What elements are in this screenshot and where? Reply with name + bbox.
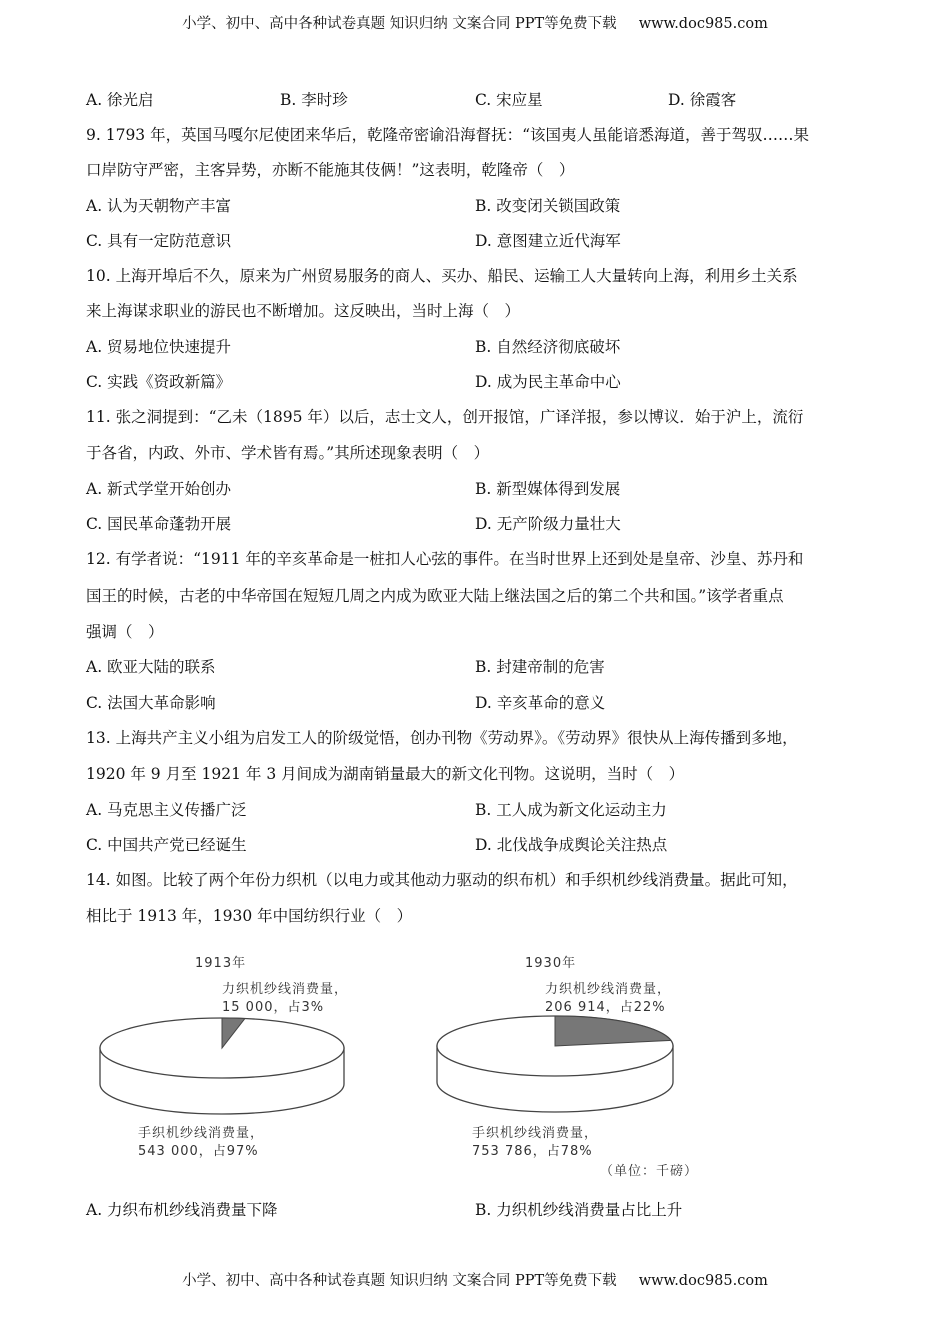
q10-option-b: B. 自然经济彻底破坏 bbox=[475, 338, 621, 356]
q10-stem: 10. 上海开埠后不久，原来为广州贸易服务的商人、买办、船民、运输工人大量转向上海，利用乡土关系 bbox=[86, 267, 798, 285]
q11-option-c: C. 国民革命蓬勃开展 bbox=[86, 515, 232, 533]
q8-option-a: A. 徐光启 bbox=[86, 91, 154, 109]
q14-option-a: A. 力织布机纱线消费量下降 bbox=[86, 1201, 278, 1219]
q8-option-d: D. 徐霞客 bbox=[668, 91, 737, 109]
q9-option-d: D. 意图建立近代海军 bbox=[475, 232, 621, 250]
q10-option-a: A. 贸易地位快速提升 bbox=[86, 338, 232, 356]
q11-option-b: B. 新型媒体得到发展 bbox=[475, 480, 621, 498]
q12-stem: 强调（ ） bbox=[86, 623, 164, 641]
q13-option-c: C. 中国共产党已经诞生 bbox=[86, 836, 247, 854]
pie2-slice1-label: 力织机纱线消费量， bbox=[545, 982, 672, 997]
q13-option-b: B. 工人成为新文化运动主力 bbox=[475, 801, 667, 819]
page-footer bbox=[0, 1269, 950, 1290]
q10-option-d: D. 成为民主革命中心 bbox=[475, 373, 621, 391]
pie2-slice2-label: 手织机纱线消费量， bbox=[472, 1126, 599, 1141]
pie2-title: 1930年 bbox=[525, 956, 577, 971]
pie2-slice1-value: 206 914，占22% bbox=[545, 1000, 666, 1015]
q14-stem: 14. 如图。比较了两个年份力织机（以电力或其他动力驱动的织布机）和手织机纱线消费量。据此可知， bbox=[86, 871, 798, 889]
q9-option-a: A. 认为天朝物产丰富 bbox=[86, 197, 232, 215]
header-text: 小学、初中、高中各种试卷真题 知识归纳 文案合同 PPT等免费下载 bbox=[182, 16, 617, 32]
q13-option-d: D. 北伐战争成舆论关注热点 bbox=[475, 836, 668, 854]
q13-stem: 13. 上海共产主义小组为启发工人的阶级觉悟，创办刊物《劳动界》。《劳动界》很快从上海传播到多地， bbox=[86, 729, 798, 747]
q9-option-b: B. 改变闭关锁国政策 bbox=[475, 197, 621, 215]
q10-stem: 来上海谋求职业的游民也不断增加。这反映出，当时上海（ ） bbox=[86, 302, 521, 320]
q12-option-d: D. 辛亥革命的意义 bbox=[475, 694, 606, 712]
q8-option-b: B. 李时珍 bbox=[280, 91, 348, 109]
q9-stem: 9. 1793 年，英国马嘎尔尼使团来华后，乾隆帝密谕沿海督抚：“该国夷人虽能谙悉海道，善于驾驭……果 bbox=[86, 126, 810, 144]
q12-stem: 国王的时候，古老的中华帝国在短短几周之内成为欧亚大陆上继法国之后的第二个共和国。”该学者重点 bbox=[86, 587, 784, 605]
header-url[interactable]: www.doc985.com bbox=[638, 16, 768, 32]
footer-text: 小学、初中、高中各种试卷真题 知识归纳 文案合同 PPT等免费下载 bbox=[182, 1273, 617, 1289]
q11-stem: 于各省，内政、外市、学术皆有焉。”其所述现象表明（ ） bbox=[86, 444, 490, 462]
q8-option-c: C. 宋应星 bbox=[475, 91, 543, 109]
pie2-slice-power-loom bbox=[555, 1016, 671, 1046]
q10-option-c: C. 实践《资政新篇》 bbox=[86, 373, 232, 391]
pie2-slice2-value: 753 786，占78% bbox=[472, 1144, 593, 1159]
q12-stem: 12. 有学者说：“1911 年的辛亥革命是一桩扣人心弦的事件。在当时世界上还到处是皇帝、沙皇、苏丹和 bbox=[86, 550, 804, 568]
q14-stem: 相比于 1913 年，1930 年中国纺织行业（ ） bbox=[86, 907, 413, 925]
pie1-slice1-value: 15 000，占3% bbox=[222, 1000, 325, 1015]
pie1-slice2-value: 543 000，占97% bbox=[138, 1144, 259, 1159]
chart-unit: （单位：千磅） bbox=[600, 1164, 699, 1179]
q14-option-b: B. 力织机纱线消费量占比上升 bbox=[475, 1201, 683, 1219]
pie1-title: 1913年 bbox=[195, 956, 247, 971]
q13-option-a: A. 马克思主义传播广泛 bbox=[86, 801, 247, 819]
q12-option-a: A. 欧亚大陆的联系 bbox=[86, 658, 216, 676]
q13-stem: 1920 年 9 月至 1921 年 3 月间成为湖南销量最大的新文化刊物。这说明，当时（ ） bbox=[86, 765, 685, 783]
q12-option-b: B. 封建帝制的危害 bbox=[475, 658, 605, 676]
q11-option-a: A. 新式学堂开始创办 bbox=[86, 480, 232, 498]
q12-option-c: C. 法国大革命影响 bbox=[86, 694, 216, 712]
q11-stem: 11. 张之洞提到：“乙未（1895 年）以后，志士文人，创开报馆，广译洋报，参以博议．始于沪上，流衍 bbox=[86, 408, 804, 426]
q9-stem: 口岸防守严密，主客异势，亦断不能施其伎俩！”这表明，乾隆帝（ ） bbox=[86, 161, 575, 179]
footer-url[interactable]: www.doc985.com bbox=[638, 1273, 768, 1289]
pie1-slice1-label: 力织机纱线消费量， bbox=[222, 982, 349, 997]
q11-option-d: D. 无产阶级力量壮大 bbox=[475, 515, 621, 533]
q9-option-c: C. 具有一定防范意识 bbox=[86, 232, 232, 250]
pie1-slice2-label: 手织机纱线消费量， bbox=[138, 1126, 265, 1141]
